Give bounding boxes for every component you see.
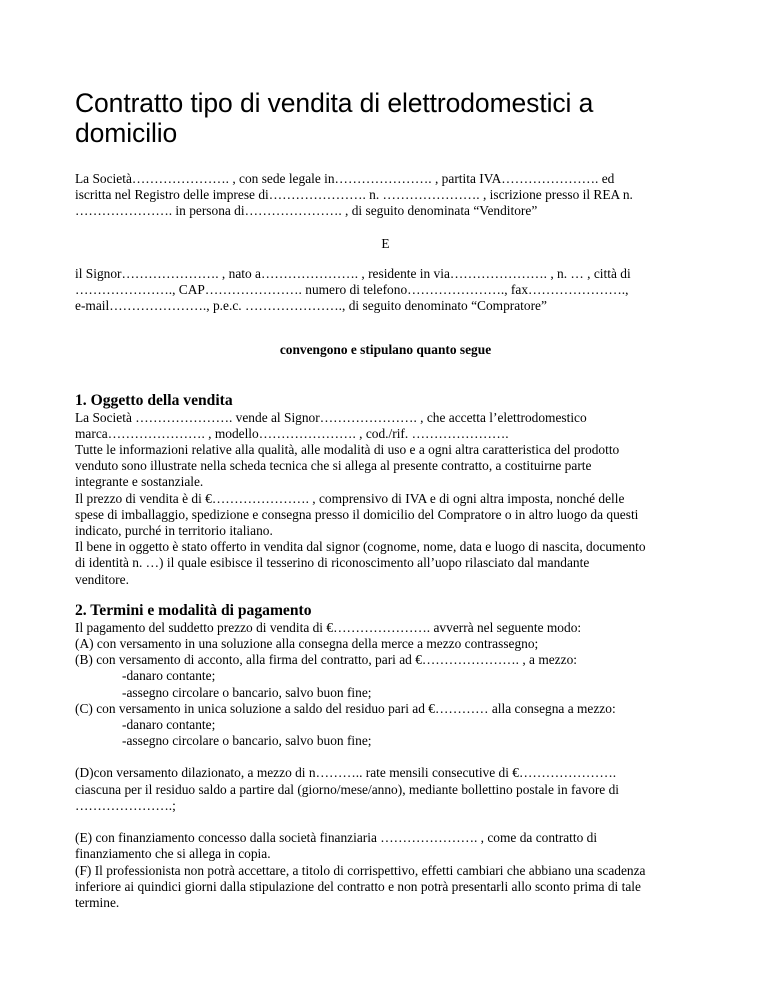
payment-option-f: [75, 863, 696, 912]
payment-option-a: (A) con versamento in una soluzione alla consegna della merce a mezzo contrassegno;: [75, 636, 539, 652]
section-heading: 1. Oggetto della vendita: [75, 391, 233, 409]
payment-line: ………………….;: [75, 797, 176, 813]
buyer-paragraph: [75, 266, 696, 315]
section-heading: 2. Termini e modalità di pagamento: [75, 601, 312, 619]
section-object-of-sale: [75, 392, 696, 588]
payment-option-e: [75, 830, 696, 862]
seller-line: La Società…………………. , con sede legale in…………………. , partita IVA…………………. ed: [75, 171, 615, 186]
payment-line: termine.: [75, 894, 120, 910]
section-line: Il bene in oggetto è stato offerto in vendita dal signor (cognome, nome, data e luogo di nascita, documento: [75, 539, 646, 555]
seller-line: iscritta nel Registro delle imprese di…………………. n. …………………. , iscrizione presso il REA n.: [75, 187, 633, 203]
section-line: marca…………………. , modello…………………. , cod./rif. ………………….: [75, 425, 509, 441]
section-payment-terms: [75, 602, 696, 911]
section-line: La Società …………………. vende al Signor…………………. , che accetta l’elettrodomestico: [75, 409, 587, 425]
payment-line: (D)con versamento dilazionato, a mezzo di n……….. rate mensili consecutive di €………………….: [75, 765, 617, 781]
section-line: venditore.: [75, 571, 129, 587]
payment-line: ciascuna per il residuo saldo a partire dal (giorno/mese/anno), mediante bollettino postale in favore di: [75, 781, 620, 797]
payment-intro: Il pagamento del suddetto prezzo di vendita di €…………………. avverrà nel seguente modo:: [75, 619, 582, 635]
payment-line: inferiore ai quindici giorni dalla stipulazione del contratto e non potrà presentarli allo sconto prima di tale: [75, 878, 641, 894]
section-line: di identità n. …) il quale esibisce il tesserino di riconoscimento all’uopo rilasciato dal mandante: [75, 555, 590, 571]
section-line: spese di imballaggio, spedizione e consegna presso il domicilio del Compratore o in altro luogo da questi: [75, 506, 639, 522]
payment-option-d: [75, 765, 696, 814]
payment-method-item: -assegno circolare o bancario, salvo buon fine;: [122, 733, 372, 749]
document-title: Contratto tipo di vendita di elettrodomestici a domicilio: [75, 88, 594, 148]
buyer-line: il Signor…………………. , nato a…………………. , residente in via…………………. , n. … , città di: [75, 265, 631, 281]
agreement-statement: convengono e stipulano quanto segue: [279, 342, 492, 358]
parties-separator: E: [381, 235, 390, 251]
section-line: integrante e sostanziale.: [75, 474, 204, 490]
section-line: indicato, purché in territorio italiano.: [75, 523, 273, 539]
payment-line: finanziamento che si allega in copia.: [75, 846, 271, 862]
payment-line: (F) Il professionista non potrà accettare, a titolo di corrispettivo, effetti cambiari che abbiano una scadenza: [75, 862, 646, 878]
payment-option-b: (B) con versamento di acconto, alla firma del contratto, pari ad €…………………. , a mezzo:: [75, 652, 577, 668]
buyer-line: e-mail…………………., p.e.c. …………………., di seguito denominato “Compratore”: [75, 298, 547, 314]
buyer-line: …………………., CAP…………………. numero di telefono…………………., fax………………….,: [75, 282, 629, 298]
payment-method-item: -danaro contante;: [122, 668, 216, 684]
payment-method-item: -assegno circolare o bancario, salvo buon fine;: [122, 684, 372, 700]
payment-line: (E) con finanziamento concesso dalla società finanziaria …………………. , come da contratto di: [75, 830, 598, 846]
payment-method-item: -danaro contante;: [122, 717, 216, 733]
payment-option-c: (C) con versamento in unica soluzione a saldo del residuo pari ad €………… alla consegna a mezzo:: [75, 700, 616, 716]
seller-line: …………………. in persona di…………………. , di seguito denominata “Venditore”: [75, 203, 538, 219]
section-line: venduto sono illustrate nella scheda tecnica che si allega al presente contratto, a costituirne parte: [75, 458, 592, 474]
section-line: Il prezzo di vendita è di €…………………. , comprensivo di IVA e di ogni altra imposta, nonché delle: [75, 490, 625, 506]
seller-paragraph: [75, 171, 696, 220]
section-line: Tutte le informazioni relative alla qualità, alle modalità di uso e a ogni altra caratteristica del prodotto: [75, 442, 620, 458]
